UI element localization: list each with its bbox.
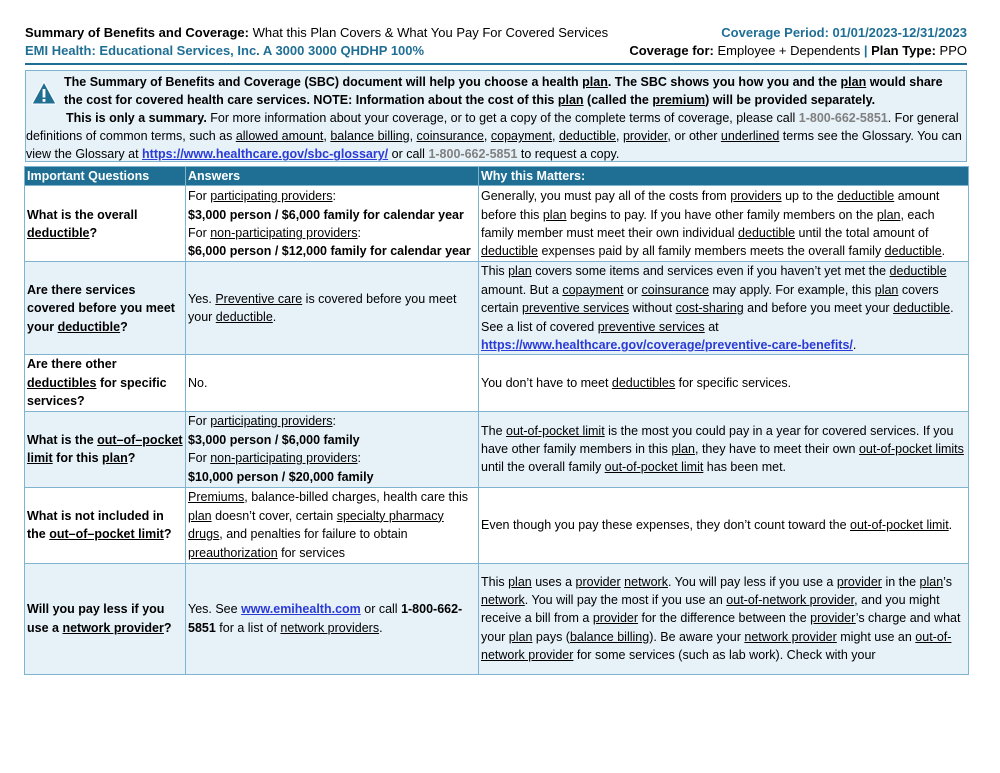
col-header-questions: Important Questions [25,167,186,186]
header-left [25,24,608,60]
table-row [25,411,969,487]
intro-paragraph: The Summary of Benefits and Coverage (SBC) document will help you choose a health plan. The SBC shows you how you and the plan would share the cost for covered health care services. NOTE: Information about the cost of this plan (called the premium) will be provided separately. [64,75,943,108]
table-header-row [25,167,969,186]
emihealth-link[interactable]: www.emihealth.com [241,602,361,617]
table-row [25,262,969,355]
glossary-link[interactable]: https://www.healthcare.gov/sbc-glossary/ [142,147,389,162]
header-right [629,24,967,60]
question-cell: Will you pay less if you use a network provider? [25,563,186,674]
question-cell: Are there services covered before you meet your deductible? [25,262,186,355]
why-cell: Generally, you must pay all of the costs from providers up to the deductible amount before this plan begins to pay. If you have other family members on the plan, each family member must meet their own individual deductible until the total amount of deductible expenses paid by all family members meets the overall family deductible. [479,186,969,262]
answer-cell: For participating providers: $3,000 person / $6,000 family for calendar year For non-participating providers: $6,000 person / $12,000 family for calendar year [186,186,479,262]
plan-name: EMI Health: Educational Services, Inc. A 3000 3000 QHDHP 100% [25,43,425,58]
answer-cell: Yes. See www.emihealth.com or call 1-800-662-5851 for a list of network providers. [186,563,479,674]
answer-cell: Premiums, balance-billed charges, health care this plan doesn’t cover, certain specialty pharmacy drugs, and penalties for failure to obtain preauthorization for services [186,487,479,563]
why-cell: The out-of-pocket limit is the most you could pay in a year for covered services. If you have other family members in this plan, they have to meet their own out-of-pocket limits until the overall family out-of-pocket limit has been met. [479,411,969,487]
phone-number-2: 1-800-662-5851 [428,147,518,162]
why-cell: You don’t have to meet deductibles for specific services. [479,355,969,411]
sbc-intro-box [25,70,967,162]
document-title: Summary of Benefits and Coverage: What this Plan Covers & What You Pay For Covered Services [25,25,609,40]
why-cell: This plan covers some items and services even if you haven’t yet met the deductible amount. But a copayment or coinsurance may apply. For example, this plan covers certain preventive services without cost-sharing and before you meet your deductible. See a list of covered preventive services at https://www.healthcare.gov/coverage/preventive-care-benefits/. [479,262,969,355]
answer-cell: No. [186,355,479,411]
coverage-info: Coverage for: Employee + Dependents | Plan Type: PPO [629,43,967,58]
coverage-period: Coverage Period: 01/01/2023-12/31/2023 [721,25,967,40]
preventive-care-link[interactable]: https://www.healthcare.gov/coverage/preventive-care-benefits/ [481,338,853,353]
phone-number: 1-800-662-5851 [798,111,888,125]
question-cell: What is the overall deductible? [25,186,186,262]
question-cell: Are there other deductibles for specific services? [25,355,186,411]
warning-triangle-icon [31,81,57,105]
col-header-why: Why this Matters: [479,167,969,186]
coverage-table [24,166,969,675]
table-row [25,487,969,563]
why-cell: This plan uses a provider network. You will pay less if you use a provider in the plan’s network. You will pay the most if you use an out-of-network provider, and you might receive a bill from a provider for the difference between the provider’s charge and what your plan pays (balance billing). Be aware your network provider might use an out-of-network provider for some services (such as lab work). Check with your [479,563,969,674]
answer-cell: For participating providers: $3,000 person / $6,000 family For non-participating providers: $10,000 person / $20,000 family [186,411,479,487]
question-cell: What is the out–of–pocket limit for this plan? [25,411,186,487]
summary-paragraph: This is only a summary. For more information about your coverage, or to get a copy of the complete terms of coverage, please call 1-800-662-5851. For general definitions of common terms, such as allowed amount, balance billing, coinsurance, copayment, deductible, provider, or other underlined terms see the Glossary. You can view the Glossary at https://www.healthcare.gov/sbc-glossary/ or call 1-800-662-5851 to request a copy. [26,111,962,162]
col-header-answers: Answers [186,167,479,186]
header-divider [25,63,967,65]
answer-cell: Yes. Preventive care is covered before you meet your deductible. [186,262,479,355]
why-cell: Even though you pay these expenses, they don’t count toward the out-of-pocket limit. [479,487,969,563]
table-row [25,186,969,262]
table-row [25,563,969,674]
table-row [25,355,969,411]
question-cell: What is not included in the out–of–pocket limit? [25,487,186,563]
